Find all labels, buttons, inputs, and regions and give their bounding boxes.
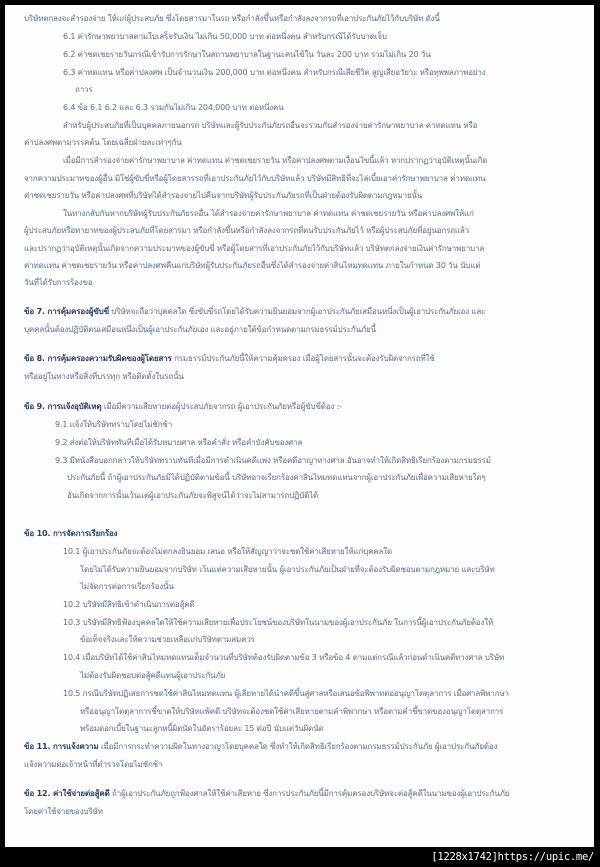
- clause-8: [24, 353, 435, 364]
- item-10-1: 10.1 ผู้เอาประกันภัยจะต้องไม่ตกลงยินยอม เสนอ หรือให้สัญญาว่าจะชดใช้ค่าเสียหายให้แก่บุคคลใด: [63, 547, 393, 556]
- item-10-3: 10.3 บริษัทมีสิทธิฟ้องบุคคลใดให้ใช้ความเสียหายเพื่อประโยชน์ของบริษัทในนามของผู้เอาประกันภัย ในการนี้ผู้เอาประกันภัยต้องให้: [63, 618, 494, 627]
- item-6-2: 6.2 ค่าชดเชยรายวันกรณีเข้ารับการรักษาในสถานพยาบาลในฐานะคนไข้ใน วันละ 200 บาท รวมไม่เกิน 20 วัน: [63, 50, 431, 59]
- outside-party-paragraph-cont: ค่าปลงศพตามวรรคต้น โดยเฉลี่ยฝ่ายละเท่าๆกัน: [24, 138, 182, 147]
- item-9-3-cont-2: อันเกิดจากการนั้นเว้นแต่ผู้เอาประกันภัยจะพิสูจน์ได้ว่าจะไม่สามารถปฏิบัติได้: [67, 491, 319, 500]
- clause-7-cont: บุคคลนั้นต้องปฏิบัติตนเสมือนหนึ่งเป็นผู้เอาประกันภัยเอง และอยู่ภายใต้ข้อกำหนดตามกรมธรรม์ประกันภัยนี้: [24, 325, 376, 334]
- clause-11-text: เมื่อมีการกระทำความผิดในทางอาญาโดยบุคคลใด ซึ่งทำให้เกิดสิทธิเรียกร้องตามกรมธรรม์ประกันภัย ผู้เอาประกันภัยต้อง: [98, 742, 498, 751]
- clause-7-text: บริษัทจะถือว่าบุคคลใด ซึ่งขับขี่รถโดยได้รับความยินยอมจากผู้เอาประกันภัยเสมือนหนึ่งเป็นผู้เอาประกันภัยเอง และ: [108, 307, 486, 316]
- item-10-4: 10.4 เมื่อบริษัทได้ใช้ค่าสินไหมทดแทนเต็มจำนวนที่บริษัทต้องรับผิดตามข้อ 3 หรือข้อ 4 ตามแต่กรณีแล้วก่อนดำเนินคดีทางศาล บริษัท: [63, 653, 505, 662]
- item-10-2: 10.2 บริษัทมีสิทธิเข้าดำเนินการต่อสู้คดี: [63, 600, 195, 609]
- item-6-3-cont: ถาวร: [75, 85, 93, 94]
- recovery-paragraph-cont-1: จากความประมาทของผู้อื่น มิใช่ผู้ขับขี่หรือผู้โดยสารรถที่เอาประกันภัยไว้กับบริษัทแล้ว บริษัทมีสิทธิที่จะไล่เบี้ยเอาค่ารักษาพยาบาล ค่าทดแทน: [24, 174, 486, 183]
- reverse-paragraph-cont-2: และปรากฏว่าอุบัติเหตุนั้นเกิดจากความประมาทของผู้ขับขี่ หรือผู้โดยสารที่เอาประกันภัยไว้กับบริษัทแล้ว บริษัทตกลงจ่ายเงินค่ารักษาพยาบาล: [24, 244, 485, 253]
- clause-9: [24, 401, 342, 412]
- item-10-4-cont: ไม่ต้องรับผิดชอบต่อสู้คดีแทนผู้เอาประกันภัย: [80, 671, 226, 680]
- clause-7: [24, 306, 485, 317]
- item-9-1: 9.1 แจ้งให้บริษัททราบโดยไม่ชักช้า: [55, 420, 173, 429]
- outside-party-paragraph: สำหรับผู้ประสบภัยที่เป็นบุคคลภายนอกรถ บริษัทและผู้รับประกันภัยรถอื่นจะร่วมกันสำรองจ่ายค่ารักษาพยาบาล ค่าทดแทน หรือ: [63, 121, 478, 130]
- clause-12-text: ถ้าผู้เอาประกันภัยถูกฟ้องศาลให้ใช้ค่าเสียหาย ซึ่งการประกันภัยนี้มีการคุ้มครองบริษัทจะต่อสู้คดีในนามของผู้เอาประกันภัย: [109, 789, 510, 798]
- item-10-5: 10.5 กรณีบริษัทปฏิเสธการชดใช้ค่าสินไหมทดแทน ผู้เสียหายได้นำคดีขึ้นสู่ศาลหรือเสนอข้อพิพาทต่ออนุญาโตตุลาการ เมื่อศาลพิพากษา: [63, 689, 509, 698]
- clause-9-text: เมื่อมีความเสียหายต่อผู้ประสบภัยจากรถ ผู้เอาประกันภัยหรือผู้ขับขี่ต้อง :-: [101, 402, 342, 411]
- clause-10-heading: ข้อ 10. การจัดการเรียกร้อง: [24, 529, 118, 538]
- clause-11: [24, 741, 497, 752]
- item-6-3: 6.3 ค่าทดแทน หรือค่าปลงศพ เป็นจำนวนเงิน 200,000 บาท ต่อหนึ่งคน สำหรับกรณีเสียชีวิต สูญเสียอวัยวะ หรือทุพพลภาพอย่าง: [63, 68, 486, 77]
- item-10-1-cont-1: โดยไม่ได้รับความยินยอมจากบริษัท เว้นแต่ความเสียหายนั้น ผู้เอาประกันภัยเป็นฝ่ายที่จะต้องรับผิดชอบตามกฎหมาย และบริษัท: [80, 565, 495, 574]
- clause-8-text: กรมธรรม์ประกันภัยนี้ให้ความคุ้มครอง เมื่อผู้โดยสารนั้นจะต้องรับผิดจากรถที่ใช้: [171, 354, 435, 363]
- recovery-paragraph: เมื่อมีการสำรองจ่ายค่ารักษาพยาบาล ค่าทดแทน ค่าชดเชยรายวัน หรือค่าปลงศพตามเงื่อนไขนี้แล้ว หากปรากฏว่าอุบัติเหตุนั้นเกิด: [63, 156, 488, 165]
- item-10-5-cont-1: หรืออนุญาโตตุลาการชี้ขาดให้บริษัทแพ้คดี บริษัทจะต้องชดใช้ค่าเสียหายตามคำพิพากษา หรือตามคำชี้ขาดของอนุญาโตตุลาการ: [80, 707, 504, 716]
- clause-8-heading: ข้อ 8. การคุ้มครองความรับผิดของผู้โดยสาร: [24, 354, 172, 363]
- item-10-3-cont: ข้อเท็จจริงและให้ความช่วยเหลือแก่บริษัทตามสมควร: [80, 635, 255, 644]
- clause-9-heading: ข้อ 9. การแจ้งอุบัติเหตุ: [24, 402, 102, 411]
- item-6-4: 6.4 ข้อ 6.1 6.2 และ 6.3 รวมกันไม่เกิน 204,000 บาท ต่อหนึ่งคน: [63, 103, 284, 112]
- item-10-1-cont-2: ไม่จัดการต่อการเรียกร้องนั้น: [80, 582, 174, 591]
- clause-7-heading: ข้อ 7. การคุ้มครองผู้ขับขี่: [24, 307, 109, 316]
- intro-text: บริษัทตกลงจะสำรองจ่าย ให้แก่ผู้ประสบภัย ซึ่งโดยสารมาในรถ หรือกำลังขึ้นหรือกำลังลงจากรถที่เอาประกันภัยไว้กับบริษัท ดังนี้: [24, 14, 440, 23]
- clause-12-heading: ข้อ 12. ค่าใช้จ่ายต่อสู้คดี: [24, 789, 110, 798]
- clause-12-cont: โดยค่าใช้จ่ายของบริษัท: [24, 807, 103, 816]
- image-host-watermark: [1228x1742]https://upic.me/: [431, 851, 594, 863]
- reverse-paragraph-cont-1: ผู้ประสบภัยหรือทายาทของผู้ประสบภัยที่โดยสารมา หรือกำลังขึ้นหรือกำลังลงจากรถที่ตนรับประกันภัยไว้ หรือผู้ประสบภัยที่อยู่นอกรถแล้ว: [24, 226, 470, 235]
- item-9-3-cont-1: ประกันภัยนี้ ถ้าผู้เอาประกันภัยมิได้ปฏิบัติตามข้อนี้ บริษัทอาจเรียกร้องค่าสินไหมทดแทนจากผู้เอาประกันภัยเพื่อความเสียหายใดๆ: [67, 473, 486, 482]
- item-10-5-cont-2: พร้อมดอกเบี้ยในฐานะลูกหนี้ผิดนัดในอัตราร้อยละ 15 ต่อปี นับแต่วันผิดนัด: [80, 724, 324, 733]
- item-9-3: 9.3 มีหนังสือบอกกล่าวให้บริษัททราบทันทีเมื่อมีการดำเนินคดีแพ่ง หรือคดีอาญาทางศาล อันอาจทำให้เกิดสิทธิเรียกร้องตามกรมธรรม์: [55, 456, 491, 465]
- reverse-paragraph-cont-3: ค่าทดแทน ค่าชดเชยรายวัน หรือค่าปลงศพคืนแก่บริษัทผู้รับประกันภัยรถอื่นซึ่งได้สำรองจ่ายค่าสินไหมทดแทน ภายในกำหนด 30 วัน นับแต่: [24, 261, 481, 270]
- item-6-1: 6.1 ค่ารักษาพยาบาลตามใบเสร็จรับเงิน ไม่เกิน 50,000 บาท ต่อหนึ่งคน สำหรับกรณีได้รับบาดเจ็บ: [63, 32, 387, 41]
- item-9-2: 9.2 ส่งต่อให้บริษัททันทีเมื่อได้รับหมายศาล หรือคำสั่ง หรือคำบังคับของศาล: [55, 438, 303, 447]
- reverse-paragraph: ในทางกลับกันหากบริษัทผู้รับประกันภัยรถอื่น ได้สำรองจ่ายค่ารักษาพยาบาล ค่าทดแทน ค่าชดเชยรายวัน หรือค่าปลงศพให้แก่: [63, 209, 474, 218]
- clause-11-cont: แจ้งความต่อเจ้าหน้าที่ตำรวจโดยไม่ชักช้า: [24, 760, 163, 769]
- recovery-paragraph-cont-2: ค่าชดเชยรายวัน หรือค่าปลงศพที่บริษัทได้สำรองจ่ายไปคืนจากบริษัทผู้รับประกันภัยรถที่เป็นฝ่ายต้องรับผิดตามกฎหมายนั้น: [24, 191, 423, 200]
- clause-11-heading: ข้อ 11. การแจ้งความ: [24, 742, 99, 751]
- clause-12: [24, 788, 509, 799]
- clause-8-cont: หรืออยู่ในทางหรือสิ่งที่บรรทุก หรือติดตั้งในรถนั้น: [24, 372, 184, 381]
- reverse-paragraph-cont-4: วันที่ได้รับการร้องขอ: [24, 278, 93, 287]
